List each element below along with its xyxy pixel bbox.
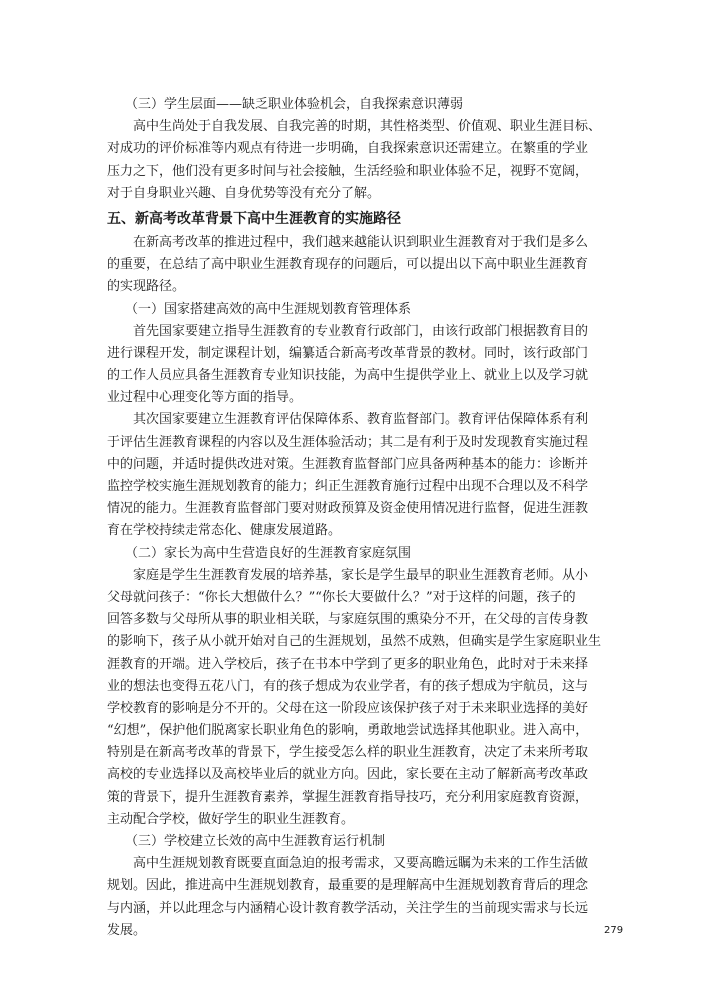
text-line: 中的问题，并适时提供改进对策。生涯教育监督部门应具备两种基本的能力：诊断并 [107, 456, 589, 472]
text-line: 情况的能力。生涯教育监督部门要对财政预算及资金使用情况进行监督，促进生涯教 [107, 501, 589, 517]
text-line: 涯教育的开端。进入学校后，孩子在书本中学到了更多的职业角色，此时对于未来择 [107, 656, 589, 672]
text-line: 其次国家要建立生涯教育评估保障体系、教育监督部门。教育评估保障体系有利 [107, 412, 589, 428]
text-line: 首先国家要建立指导生涯教育的专业教育行政部门，由该行政部门根据教育目的 [107, 323, 589, 339]
section-heading [107, 208, 617, 231]
text-line: （三）学校建立长效的高中生涯教育运行机制 [125, 834, 386, 849]
text-line: 策的背景下，提升生涯教育素养，掌握生涯教育指导技巧，充分利用家庭教育资源， [107, 789, 589, 805]
text-line: 五、新高考改革背景下高中生涯教育的实施路径 [107, 210, 401, 227]
text-line: “幻想”，保护他们脱离家长职业角色的影响，勇敢地尝试选择其他职业。进入高中， [107, 723, 589, 739]
text-line: 的工作人员应具备生涯教育专业知识技能，为高中生提供学业上、就业上以及学习就 [107, 368, 589, 384]
paragraph [107, 116, 617, 205]
text-line: 规划。因此，推进高中生涯规划教育，最重要的是理解高中生涯规划教育背后的理念 [107, 878, 589, 894]
page-number: 279 [604, 925, 624, 936]
text-line: 的影响下，孩子从小就开始对自己的生涯规划，虽然不成熟，但确实是学生家庭职业生 [107, 634, 602, 650]
text-line: 压力之下，他们没有更多时间与社会接触，生活经验和职业体验不足，视野不宽阔， [107, 163, 589, 179]
paragraph [107, 232, 617, 299]
text-line: 学校教育的影响是分不开的。父母在这一阶段应该保护孩子对于未来职业选择的美好 [107, 700, 589, 716]
text-line: 在新高考改革的推进过程中，我们越来越能认识到职业生涯教育对于我们是多么 [107, 234, 589, 250]
paragraph [107, 565, 617, 831]
text-line: （二）家长为高中生营造良好的生涯教育家庭氛围 [125, 545, 412, 561]
text-line: 高校的专业选择以及高校毕业后的就业方向。因此，家长要在主动了解新高考改革政 [107, 767, 589, 783]
text-line: 高中生涯规划教育既要直面急迫的报考需求，又要高瞻远瞩为未来的工作生活做 [107, 856, 589, 872]
text-line: 家庭是学生生涯教育发展的培养基，家长是学生最早的职业生涯教育老师。从小 [107, 567, 589, 583]
text-line: （一）国家搭建高效的高中生涯规划教育管理体系 [125, 301, 412, 317]
text-line: （三）学生层面——缺乏职业体验机会，自我探索意识薄弱 [125, 97, 464, 112]
subsection-heading [107, 299, 617, 321]
text-line: 与内涵，并以此理念与内涵精心设计教育教学活动，关注学生的当前现实需求与长远 [107, 900, 589, 916]
text-line: 高中生尚处于自我发展、自我完善的时期，其性格类型、价值观、职业生涯目标、 [107, 119, 602, 135]
page-content [107, 94, 617, 942]
text-line: 进行课程开发，制定课程计划，编纂适合新高考改革背景的教材。同时，该行政部门 [107, 345, 589, 361]
text-line: 监控学校实施生涯规划教育的能力；纠正生涯教育施行过程中出现不合理以及不科学 [107, 479, 589, 494]
paragraph [107, 409, 617, 542]
subsection-heading [107, 831, 617, 853]
text-line: 特别是在新高考改革的背景下，学生接受怎么样的职业生涯教育，决定了未来所考取 [107, 745, 589, 761]
text-line: 对于自身职业兴趣、自身优势等没有充分了解。 [107, 185, 381, 201]
paragraph [107, 321, 617, 410]
text-line: 主动配合学校，做好学生的职业生涯教育。 [107, 811, 355, 827]
text-line: 回答多数与父母所从事的职业相关联，与家庭氛围的熏染分不开，在父母的言传身教 [107, 612, 589, 628]
paragraph [107, 853, 617, 942]
text-line: 育在学校持续走常态化、健康发展道路。 [107, 523, 342, 539]
text-line: 业的想法也变得五花八门，有的孩子想成为农业学者，有的孩子想成为宇航员，这与 [107, 678, 589, 694]
text-line: 父母就问孩子：“你长大想做什么？”“你长大要做什么？”对于这样的问题，孩子的 [107, 589, 576, 605]
text-line: 业过程中心理变化等方面的指导。 [107, 390, 303, 406]
text-line: 于评估生涯教育课程的内容以及生涯体验活动；其二是有利于及时发现教育实施过程 [107, 434, 589, 450]
text-line: 对成功的评价标准等内观点有待进一步明确，自我探索意识还需建立。在繁重的学业 [107, 141, 589, 157]
subsection-heading [107, 543, 617, 565]
text-line: 发展。 [107, 922, 147, 938]
text-line: 的实现路径。 [107, 279, 186, 295]
subsection-heading [107, 94, 617, 116]
text-line: 的重要，在总结了高中职业生涯教育现存的问题后，可以提出以下高中职业生涯教育 [107, 257, 589, 273]
